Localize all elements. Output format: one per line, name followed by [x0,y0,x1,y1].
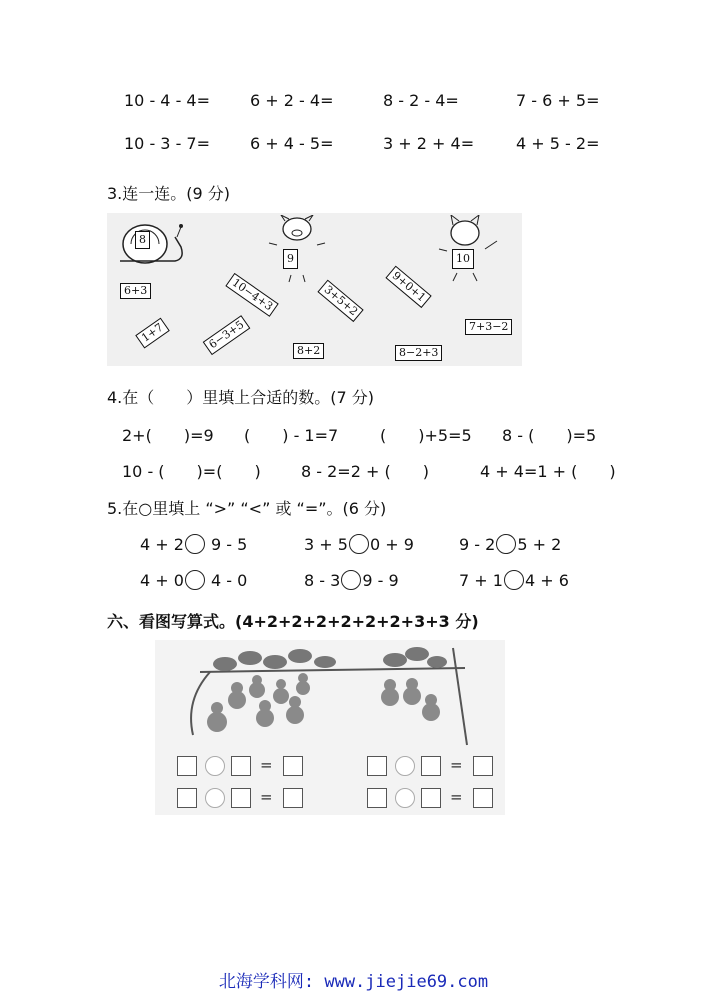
arith-r1-c2: 6 + 2 - 4= [250,91,334,110]
q4-r2-c1: 10 - ( )=( ) [122,462,261,481]
snail-number: 8 [135,231,150,249]
card-1+7[interactable]: 1+7 [135,317,170,348]
answer-box[interactable] [177,756,197,776]
card-9+0+1[interactable]: 9+0+1 [385,266,432,309]
equals-sign: = [260,788,273,806]
q3-title: 3.连一连。(9 分) [107,184,231,203]
operator-circle[interactable] [395,756,415,776]
q4-r2-c3: 4 + 4=1 + ( ) [480,462,616,481]
answer-box[interactable] [421,788,441,808]
arith-r2-c3: 3 + 2 + 4= [383,134,475,153]
q5-item-2: 3 + 5 0 + 9 [304,535,414,554]
answer-box[interactable] [177,788,197,808]
q6-title: 六、看图写算式。(4+2+2+2+2+2+2+3+3 分) [107,612,479,631]
answer-box[interactable] [473,788,493,808]
answer-box[interactable] [231,756,251,776]
q5-title: 5.在○里填上 “>” “<” 或 “=”。(6 分) [107,499,387,518]
answer-box[interactable] [283,788,303,808]
equals-sign: = [450,788,463,806]
arith-r1-c4: 7 - 6 + 5= [516,91,600,110]
q5-item-6: 7 + 1 4 + 6 [459,571,569,590]
pig-number: 9 [283,249,298,269]
q4-r1-c4: 8 - ( )=5 [502,426,597,445]
card-6-3+5[interactable]: 6−3+5 [203,315,251,355]
arith-r2-c4: 4 + 5 - 2= [516,134,600,153]
footer-watermark[interactable]: 北海学科网: www.jiejie69.com [218,972,489,992]
arith-r1-c1: 10 - 4 - 4= [124,91,211,110]
compare-circle[interactable] [504,570,524,590]
card-6+3[interactable]: 6+3 [120,283,151,299]
card-8-2+3[interactable]: 8−2+3 [395,345,442,361]
card-7+3-2[interactable]: 7+3−2 [465,319,512,335]
q4-r2-c2: 8 - 2=2 + ( ) [301,462,429,481]
q5-item-3: 9 - 2 5 + 2 [459,535,562,554]
answer-box[interactable] [367,788,387,808]
answer-box[interactable] [473,756,493,776]
compare-circle[interactable] [349,534,369,554]
answer-box[interactable] [421,756,441,776]
operator-circle[interactable] [395,788,415,808]
cat-number: 10 [452,249,474,269]
q4-r1-c3: ( )+5=5 [380,426,472,445]
compare-circle[interactable] [185,534,205,554]
q4-r1-c2: ( ) - 1=7 [244,426,339,445]
q4-r1-c1: 2+( )=9 [122,426,214,445]
compare-circle[interactable] [185,570,205,590]
answer-box[interactable] [367,756,387,776]
compare-circle[interactable] [496,534,516,554]
gourd-vine-illustration [155,640,505,750]
q4-title: 4.在（ ）里填上合适的数。(7 分) [107,388,375,407]
q5-item-1: 4 + 2 9 - 5 [140,535,248,554]
q5-item-4: 4 + 0 4 - 0 [140,571,248,590]
q5-item-5: 8 - 3 9 - 9 [304,571,399,590]
arith-r1-c3: 8 - 2 - 4= [383,91,459,110]
answer-box[interactable] [231,788,251,808]
gourd-picture [155,640,505,815]
equals-sign: = [450,756,463,774]
compare-circle[interactable] [341,570,361,590]
snail-icon [115,219,190,264]
operator-circle[interactable] [205,756,225,776]
matching-picture [107,213,522,366]
card-8+2[interactable]: 8+2 [293,343,324,359]
card-3+5+2[interactable]: 3+5+2 [317,280,364,323]
arith-r2-c2: 6 + 4 - 5= [250,134,334,153]
arith-r2-c1: 10 - 3 - 7= [124,134,211,153]
answer-box[interactable] [283,756,303,776]
card-10-4+3[interactable]: 10−4+3 [225,273,279,317]
equals-sign: = [260,756,273,774]
operator-circle[interactable] [205,788,225,808]
